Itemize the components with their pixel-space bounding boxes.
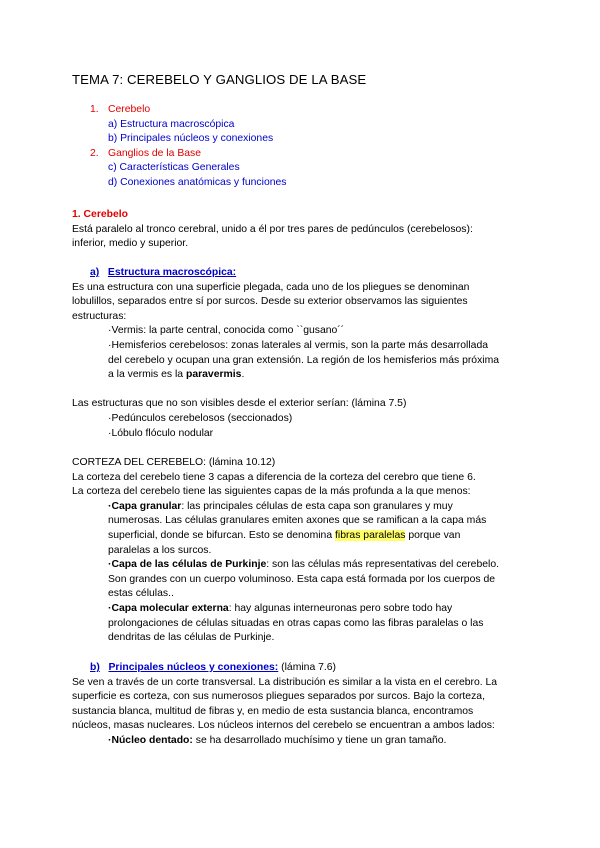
toc-number: 1. — [90, 104, 99, 115]
paragraph-line: Está paralelo al tronco cerebral, unido a él por tres pares de pedúnculos (cerebelosos): — [72, 223, 473, 235]
list-item — [72, 602, 532, 617]
paragraph-line: lobulillos, separados entre sí por surcos. Desde su exterior observamos las siguientes — [72, 296, 468, 308]
list-item-cont: estas células.. — [108, 588, 174, 600]
section-heading: 1. Cerebelo — [72, 209, 129, 220]
heading-prefix: b) — [90, 662, 100, 673]
text-run: se ha desarrollado muchísimo y tiene un gran tamaño. — [192, 734, 447, 746]
list-item-cont: del cerebelo y ocupan una gran extensión. La región de los hemisferios más próxima — [108, 354, 500, 366]
bold-term: ·Capa de las células de Purkinje — [108, 559, 267, 571]
list-item-cont: paralelas a los surcos. — [108, 544, 212, 556]
list-item: ·Lóbulo flóculo nodular — [108, 427, 214, 439]
text-run: superficial, donde se bifurcan. Esto se denomina — [108, 529, 335, 541]
subsection-heading: CORTEZA DEL CEREBELO: (lámina 10.12) — [72, 457, 276, 468]
text-run: : las principales células de esta capa son granulares y muy — [181, 500, 453, 512]
toc-subitem-c: c) Características Generales — [108, 162, 240, 174]
toc-item-cerebelo: Cerebelo — [108, 104, 151, 115]
list-item-cont: numerosas. Las células granulares emiten axones que se ramifican a la capa más — [108, 515, 487, 527]
paragraph-line: sustancia blanca, multitud de fibras y, en medio de esta sustancia blanca, encontramos — [72, 705, 474, 717]
table-of-contents — [90, 103, 286, 191]
list-item-cont — [72, 368, 532, 383]
text-run: porque van — [405, 529, 461, 541]
highlighted-text: fibras paralelas — [335, 529, 406, 541]
toc-subitem-d: d) Conexiones anatómicas y funciones — [108, 176, 287, 188]
paragraph-line: La corteza del cerebelo tiene 3 capas a diferencia de la corteza del cerebro que tiene 6. — [72, 471, 476, 483]
bold-term: ·Capa molecular externa — [108, 602, 229, 614]
toc-item-ganglios: Ganglios de la Base — [108, 147, 201, 159]
list-item: ·Vermis: la parte central, conocida como ``gusano´´ — [108, 325, 345, 337]
list-item: ·Pedúnculos cerebelosos (seccionados) — [108, 412, 293, 424]
subsection-heading — [72, 661, 532, 676]
toc-subitem-a: a) Estructura macroscópica — [108, 118, 235, 130]
paragraph-line: estructuras: — [72, 310, 127, 322]
list-item-cont: dendritas de las células de Purkinje. — [108, 632, 275, 644]
page-title: TEMA 7: CEREBELO Y GANGLIOS DE LA BASE — [72, 72, 367, 87]
text-run: . — [241, 369, 245, 381]
bold-term: ·Núcleo dentado: — [108, 734, 193, 746]
section-cerebelo — [72, 208, 532, 252]
text-run: : son las células más representativas del cerebelo. — [266, 559, 499, 571]
bold-term: paravermis — [185, 369, 242, 381]
text-run: : hay algunas interneuronas pero sobre todo hay — [228, 602, 453, 614]
heading-text: Principales núcleos y conexiones: — [108, 662, 279, 673]
section-corteza — [72, 456, 532, 646]
paragraph-line: Las estructuras que no son visibles desde el exterior serían: (lámina 7.5) — [72, 398, 407, 410]
paragraph-line: Es una estructura con una superficie plegada, cada uno de los pliegues se denominan — [72, 281, 470, 293]
list-item — [72, 734, 532, 749]
paragraph-line: La corteza del cerebelo tiene las siguientes capas de la más profunda a la que menos: — [72, 486, 471, 498]
paragraph-line: superficie es corteza, con sus numerosos pliegues separados por surcos. Bajo la corteza, — [72, 691, 485, 703]
list-item-cont: prolongaciones de células situadas en otras capas como las fibras paralelas o las — [108, 617, 484, 629]
list-item: ·Hemisferios cerebelosos: zonas laterales al vermis, son la parte más desarrollada — [108, 339, 488, 351]
list-item-cont — [72, 529, 532, 544]
heading-reference: (lámina 7.6) — [278, 662, 337, 673]
heading-text: Estructura macroscópica: — [107, 267, 237, 278]
paragraph-line: inferior, medio y superior. — [72, 238, 189, 250]
list-item-cont: Son grandes con un cuerpo voluminoso. Esta capa está formada por los cuerpos de — [108, 573, 495, 585]
section-nucleos — [72, 661, 532, 749]
subsection-heading — [72, 266, 532, 281]
paragraph-line: Se ven a través de un corte transversal. La distribución es similar a la vista en el cerebro. La — [72, 676, 498, 688]
list-item — [72, 500, 532, 515]
section-estructura — [72, 266, 532, 441]
blank-line — [72, 383, 532, 398]
text-run: a la vermis es la — [108, 369, 186, 381]
heading-prefix: a) — [90, 267, 100, 278]
paragraph-line: núcleos, masas nucleares. Los núcleos internos del cerebelo se encuentran a ambos lados: — [72, 720, 495, 732]
list-item — [72, 558, 532, 573]
bold-term: ·Capa granular — [108, 500, 182, 512]
toc-subitem-b: b) Principales núcleos y conexiones — [108, 133, 274, 145]
toc-number: 2. — [90, 147, 99, 159]
